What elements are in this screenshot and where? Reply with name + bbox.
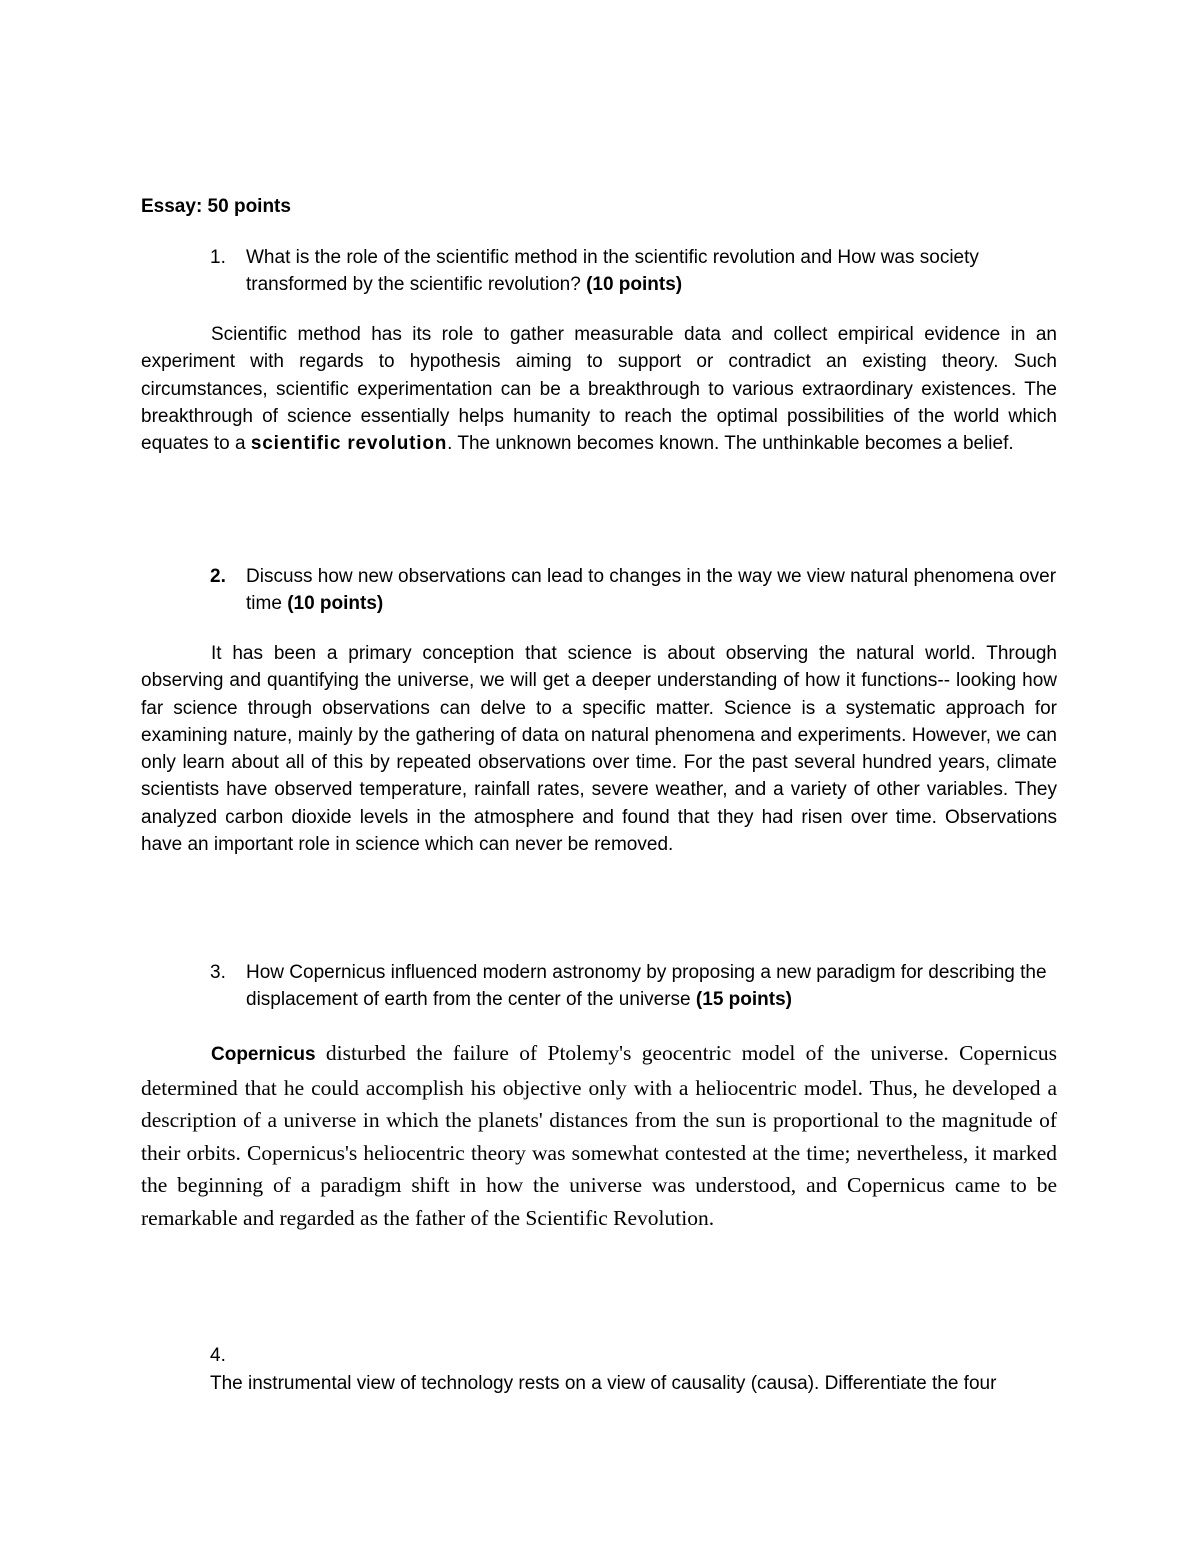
question-1-text: What is the role of the scientific method in the scientific revolution and How was society transformed by the scientific revolution? [246, 247, 979, 295]
question-1-number: 1. [210, 247, 226, 268]
question-3-points: (15 points) [695, 989, 792, 1010]
question-2-text-block [246, 563, 1070, 617]
answer-2-text: It has been a primary conception that science is about observing the natural world. Through observing and quantifying the universe, we will get a deeper understanding of how it functions-- looking how far science through observations can delve to a specific matter. Science is a systematic approach for examining nature, mainly by the gathering of data on natural phenomena and experiments. However, we can only learn about all of this by repeated observations over time. For the past several hundred years, climate scientists have observed temperature, rainfall rates, severe weather, and a variety of other variables. They analyzed carbon dioxide levels in the atmosphere and found that they had risen over time. Observations have an important role in science which can never be removed. [141, 643, 1057, 856]
question-4-text: The instrumental view of technology rests on a view of causality (causa). Differentiate the four [210, 1373, 997, 1394]
question-3-text: How Copernicus influenced modern astronomy by proposing a new paradigm for describing the displacement of earth from the center of the universe [246, 962, 1047, 1010]
question-2-text: Discuss how new observations can lead to changes in the way we view natural phenomena over time [246, 566, 1057, 614]
question-3 [210, 959, 1070, 1013]
question-1 [210, 244, 1070, 298]
answer-1 [141, 321, 1057, 457]
answer-1-bold-term: scientific revolution [250, 433, 448, 455]
question-1-text-block [246, 244, 1070, 298]
question-1-points: (10 points) [586, 274, 683, 295]
answer-3-text: disturbed the failure of Ptolemy's geocentric model of the universe. Copernicus determined that he could accomplish his objective only with a heliocentric model. Thus, he developed a description of a universe in which the planets' distances from the sun is proportional to the magnitude of their orbits. Copernicus's heliocentric theory was somewhat contested at the time; nevertheless, it marked the beginning of a paradigm shift in how the universe was understood, and Copernicus came to be remarkable and regarded as the father of the Scientific Revolution. [141, 1041, 1057, 1230]
question-3-text-block [246, 959, 1070, 1013]
answer-3 [141, 1037, 1057, 1234]
question-2-number: 2. [210, 566, 226, 587]
answer-1-part2: . The unknown becomes known. The unthinkable becomes a belief. [447, 433, 1014, 455]
answer-1-part1: Scientific method has its role to gather measurable data and collect empirical evidence in an experiment with regards to hypothesis aiming to support or contradict an existing theory. Such circumstances, scientific experimentation can be a breakthrough to various extraordinary existences. The breakthrough of science essentially helps humanity to reach the optimal possibilities of the world which equates to a [141, 324, 1057, 455]
answer-3-bold-term: Copernicus [211, 1044, 316, 1065]
question-4-number: 4. [210, 1345, 226, 1366]
question-3-number: 3. [210, 962, 226, 983]
answer-2 [141, 640, 1057, 858]
question-2 [210, 563, 1070, 617]
question-2-points: (10 points) [287, 593, 384, 614]
essay-heading: Essay: 50 points [141, 196, 291, 217]
